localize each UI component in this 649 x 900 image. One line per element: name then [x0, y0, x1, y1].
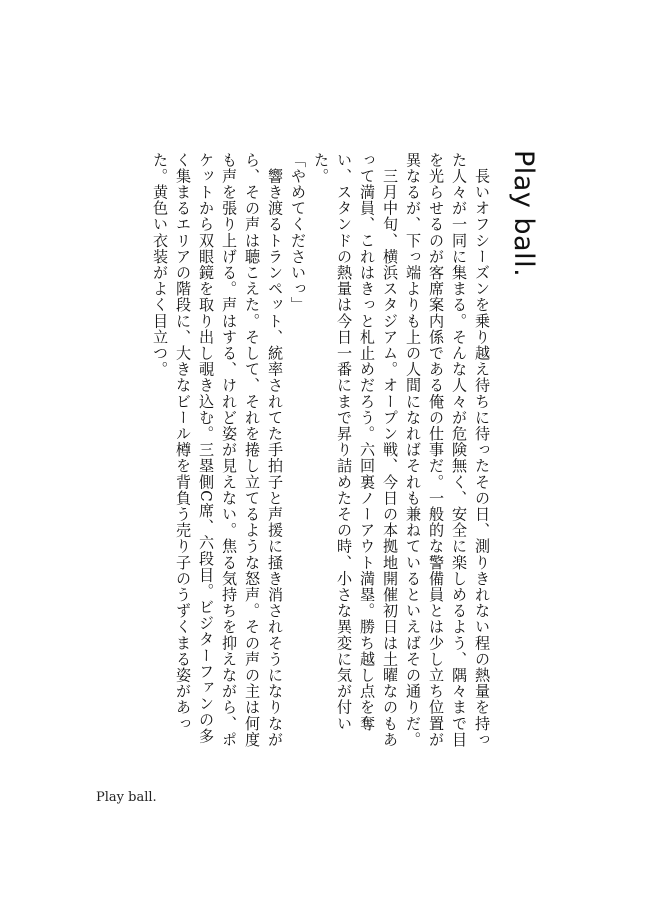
paragraph: 三月中旬、横浜スタジアム。オープン戦、今日の本拠地開催初日は土曜なのもあって満員、これはきっと札止めだろう。六回裏ノーアウト満塁。勝ち越し点を奪い、スタンドの熱量は今日一番にまで昇り詰めたその時、小さな異変に気が付いた。 — [312, 152, 399, 748]
paragraph: 長いオフシーズンを乗り越え待ちに待ったその日、測りきれない程の熱量を持った人々が一同に集まる。そんな人々が危険無く、安全に楽しめるよう、隅々まで目を光らせるのが客席案内係である俺の仕事だ。一般的な警備員とは少し立ち位置が異なるが、下っ端よりも上の人間になればそれも兼ねているといえばその通りだ。 — [404, 152, 491, 748]
paragraph: 響き渡るトランペット、統率されてた手拍子と声援に掻き消されそうになりながら、その声は聴こえた。そして、それを捲し立てるような怒声。その声の主は何度も声を張り上げる。声はする、けれど姿が見えない。焦る気持ちを抑えながら、ポケットから双眼鏡を取り出し覗き込む。三塁側C席、六段目。ビジターファンの多く集まるエリアの階段に、大きなビール樽を背負う売り子のうずくまる姿があった。黄色い衣装がよく目立つ。 — [151, 152, 284, 748]
paragraph: 「やめてくださいっ」 — [289, 152, 307, 313]
chapter-title: Play ball. — [508, 150, 539, 278]
running-footer: Play ball. — [96, 790, 157, 805]
story-body — [93, 152, 493, 752]
